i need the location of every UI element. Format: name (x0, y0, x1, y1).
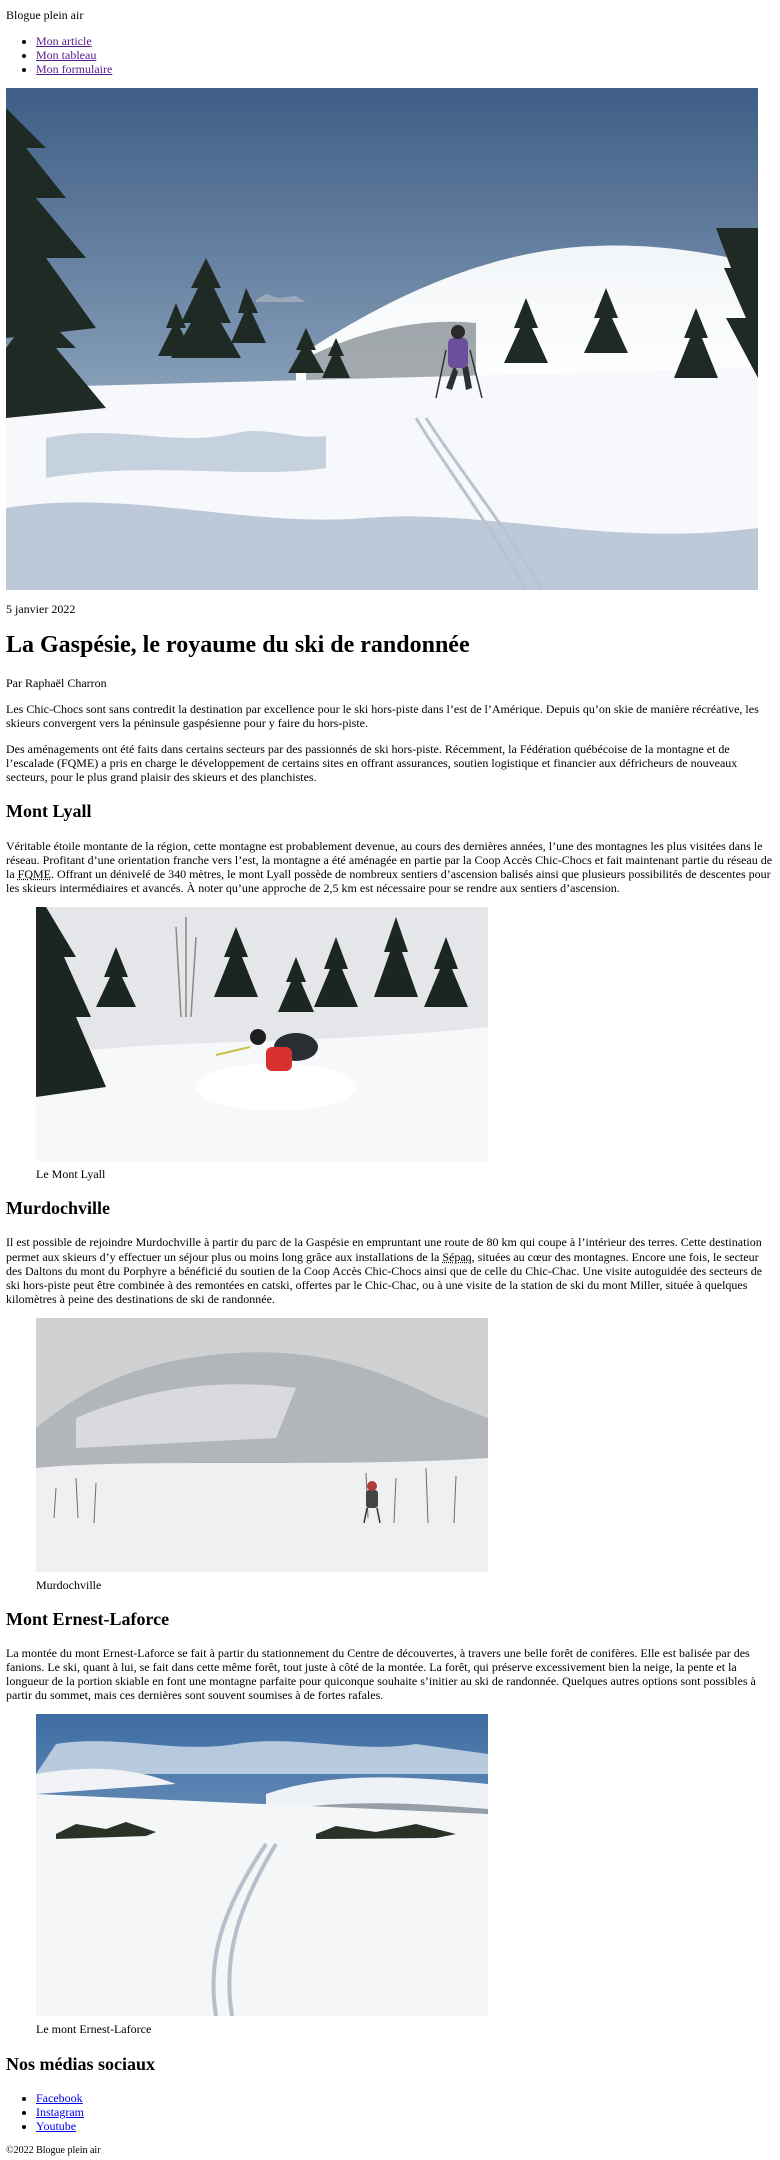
abbr-sepaq: Sépaq (442, 1249, 472, 1264)
footer-copyright: ©2022 Blogue plein air (6, 2145, 101, 2157)
social-item (36, 2091, 774, 2105)
article-intro-2: Des aménagements ont été faits dans certains secteurs par des passionnés de ski hors-piste. Récemment, la Fédération québécoise de la montagne et de l’escalade (FQME) a pris en charge le développement de certains sites en offrant assurances, soutien logistique et financier aux défricheurs de nouveaux secteurs, pour le plus grand plaisir des skieurs et des planchistes. (6, 741, 738, 784)
nav-link-formulaire[interactable]: Mon formulaire (36, 62, 113, 77)
figure-caption: Le Mont Lyall (36, 1166, 106, 1181)
nav-link-tableau[interactable]: Mon tableau (36, 48, 97, 63)
photo-murdochville (36, 1318, 488, 1572)
social-heading: Nos médias sociaux (6, 2053, 156, 2074)
nav-item (36, 62, 774, 76)
hero-image (6, 88, 758, 590)
article-intro-1: Les Chic-Chocs sont sans contredit la destination par excellence pour le ski hors-piste dans l’est de l’Amérique. Depuis qu’on skie de manière récréative, les skieurs convergent vers la péninsule gaspésienne pour y faire du hors-piste. (6, 701, 759, 730)
figure-caption: Le mont Ernest-Laforce (36, 2022, 152, 2037)
article-title: La Gaspésie, le royaume du ski de randonnée (6, 632, 470, 659)
main-nav (6, 34, 774, 76)
figure-caption: Murdochville (36, 1577, 102, 1592)
article-author: Par Raphaël Charron (6, 675, 107, 690)
nav-link-article[interactable]: Mon article (36, 34, 92, 49)
section-heading-mont-ernest-laforce: Mont Ernest-Laforce (6, 1608, 170, 1629)
social-links (6, 2091, 774, 2133)
section-heading-murdochville: Murdochville (6, 1197, 110, 1218)
youtube-link[interactable]: Youtube (36, 2119, 77, 2134)
article-date: 5 janvier 2022 (6, 602, 76, 617)
section-paragraph: La montée du mont Ernest-Laforce se fait à partir du stationnement du Centre de découvertes, à travers une belle forêt de conifères. Elle est balisée par des fanions. Le ski, quant à lui, se fait dans cette même forêt, tout juste à côté de la montée. La forêt, qui préserve excessivement bien la neige, la pente et la longueur de la portion skiable en font une montagne parfaite pour quiconque souhaite s’initier au ski de randonnée. Quelques autres options sont possibles à partir du sommet, mais ces dernières sont souvent soumises à de fortes rafales. (6, 1646, 756, 1703)
social-item (36, 2119, 774, 2133)
instagram-link[interactable]: Instagram (36, 2105, 84, 2120)
nav-item (36, 34, 774, 48)
section-paragraph: Véritable étoile montante de la région, cette montagne est probablement devenue, au cours des dernières années, l’une des montagnes les plus visitées dans le réseau. Profitant d’une orientation franche vers l’est, la montagne a été aménagée en partie par la Coop Accès Chic-Chocs et fait maintenant partie du réseau de la FQME. Offrant un dénivelé de 340 mètres, le mont Lyall possède de nombreux sentiers d’ascension balisés ainsi que plusieurs possibilités de descentes pour les skieurs intermédiaires et avancés. À noter qu’une approche de 2,5 km est nécessaire pour se rendre aux sentiers d’ascension. (6, 838, 773, 895)
social-item (36, 2105, 774, 2119)
abbr-fqme: FQME (17, 866, 52, 881)
nav-item (36, 48, 774, 62)
site-name: Blogue plein air (6, 8, 84, 22)
section-heading-mont-lyall: Mont Lyall (6, 800, 92, 821)
figure-murdochville (36, 1318, 774, 1592)
figure-mont-ernest-laforce (36, 1714, 774, 2036)
photo-mont-ernest-laforce (36, 1714, 488, 2016)
facebook-link[interactable]: Facebook (36, 2091, 83, 2106)
section-paragraph: Il est possible de rejoindre Murdochville à partir du parc de la Gaspésie en empruntant une route de 80 km qui coupe à l’intérieur des terres. Cette destination permet aux skieurs d’y effectuer un séjour plus ou moins long grâce aux installations de la Sépaq, situées au cœur des montagnes. Encore une fois, le secteur des Daltons du mont du Porphyre a bénéficié du soutien de la Coop Accès Chic-Chocs ainsi que de celle du Chic-Chac. Une visite autoguidée des secteurs de ski hors-piste peut être combinée à des remontées en catski, offertes par le Chic-Chac, ou à une visite de la station de ski du mont Miller, située à quelques kilomètres à peine des destinations de ski de randonnée. (6, 1235, 763, 1306)
figure-mont-lyall (36, 907, 774, 1181)
photo-mont-lyall (36, 907, 488, 1161)
